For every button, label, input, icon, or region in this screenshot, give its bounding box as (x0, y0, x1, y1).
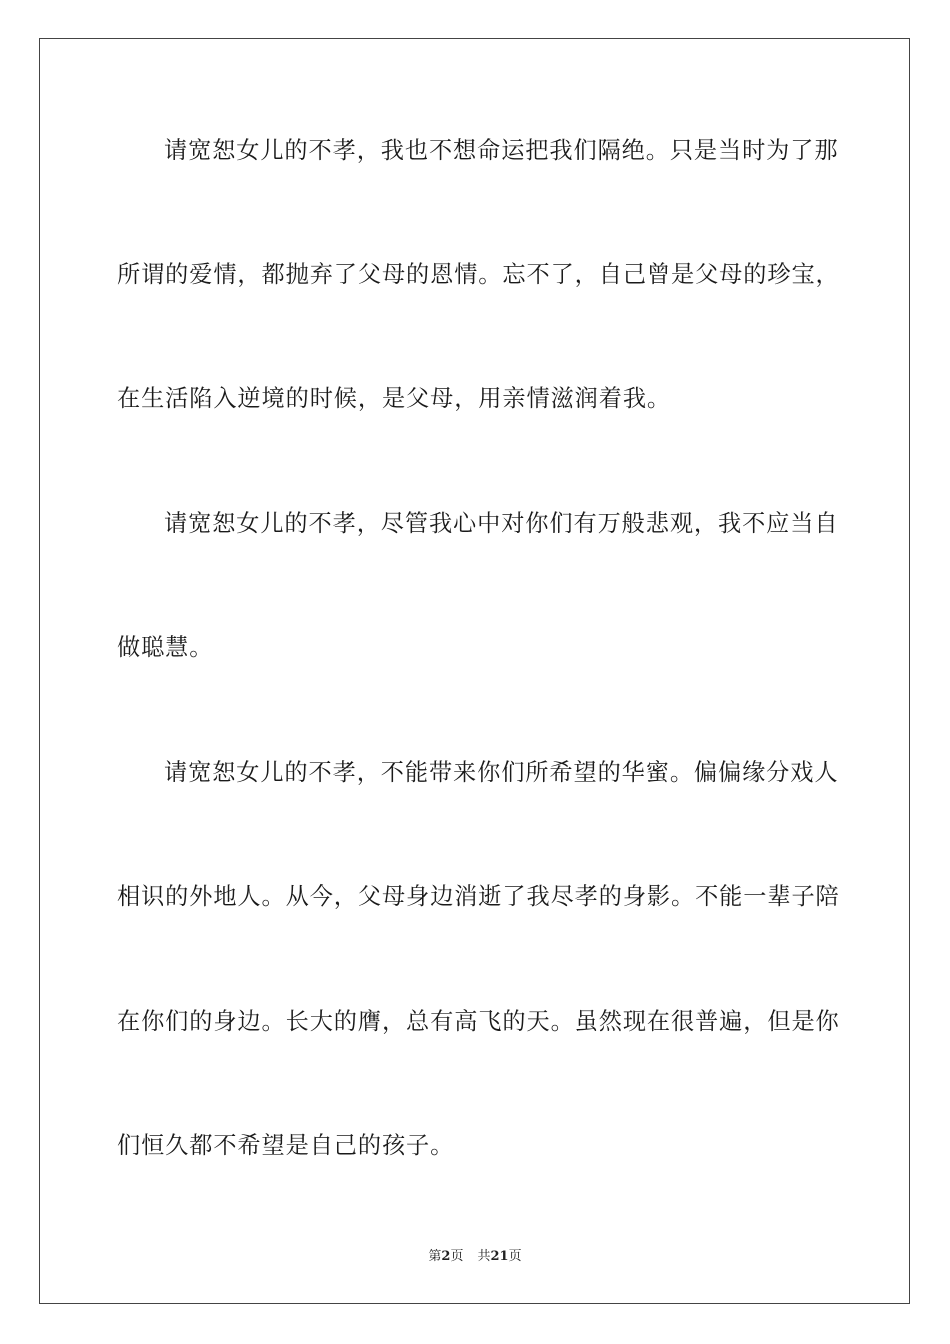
paragraph-3-line-2: 相识的外地人。从今，父母身边消逝了我尽孝的身影。不能一辈子陪 (117, 883, 840, 910)
paragraph-2-line-1: 请宽恕女儿的不孝，尽管我心中对你们有万般悲观，我不应当自 (164, 510, 839, 537)
paragraph-1-line-3: 在生活陷入逆境的时候，是父母，用亲情滋润着我。 (117, 385, 672, 412)
paragraph-3-line-1: 请宽恕女儿的不孝，不能带来你们所希望的华蜜。偏偏缘分戏人 (164, 759, 839, 786)
page-footer (0, 1245, 950, 1264)
total-pages: 21 (490, 1249, 509, 1264)
paragraph-2-line-2: 做聪慧。 (117, 634, 214, 661)
paragraph-1-line-2: 所谓的爱情，都抛弃了父母的恩情。忘不了，自己曾是父母的珍宝， (117, 261, 840, 288)
page-number: 2 (441, 1249, 451, 1264)
paragraph-3-line-4: 们恒久都不希望是自己的孩子。 (117, 1132, 455, 1159)
page-suffix: 页 (450, 1249, 464, 1264)
total-suffix: 页 (508, 1249, 522, 1264)
paragraph-1-line-1: 请宽恕女儿的不孝，我也不想命运把我们隔绝。只是当时为了那 (164, 137, 839, 164)
page-prefix: 第 (428, 1249, 442, 1264)
total-prefix: 共 (477, 1249, 491, 1264)
page-border (39, 38, 910, 1304)
paragraph-3-line-3: 在你们的身边。长大的膺，总有高飞的天。虽然现在很普遍，但是你 (117, 1008, 840, 1035)
